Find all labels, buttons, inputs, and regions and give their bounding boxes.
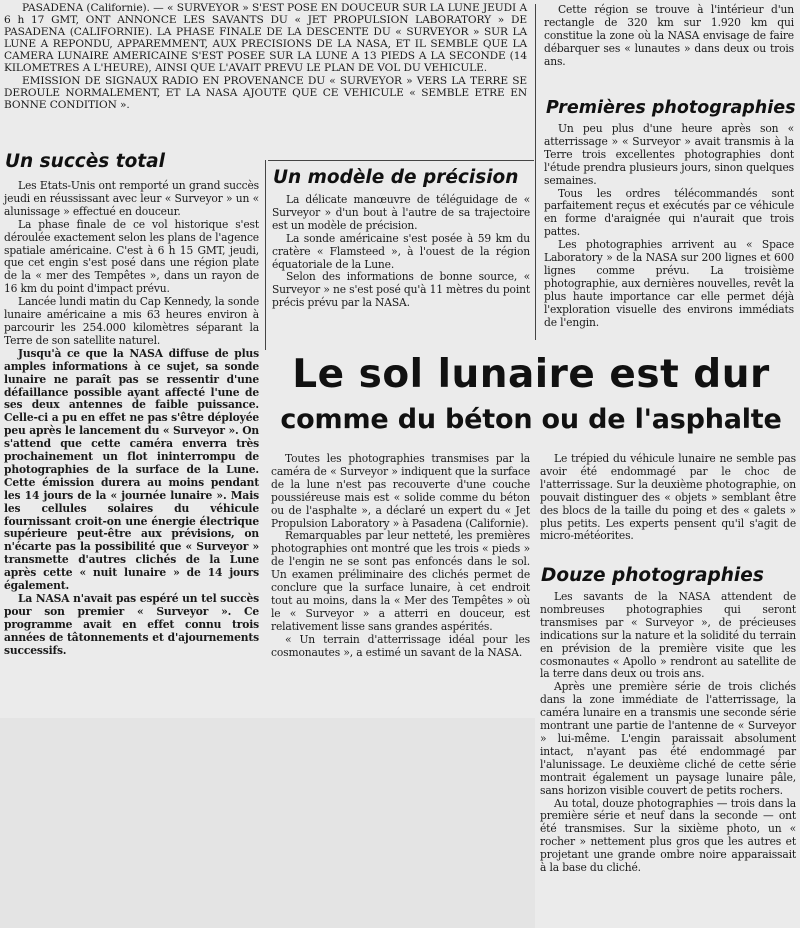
premieres-paragraph-2: Tous les ordres télécommandés sont parfaitement reçus et exécutés par ce véhicule en forme d'araignée qui n'aurait que trois pattes. (544, 186, 794, 239)
modele-section (272, 194, 530, 344)
premieres-subheading: Premières photographies (546, 98, 796, 118)
box-rule-top (268, 160, 534, 161)
premieres-paragraph-3: Les photographies arrivent au « Space Laboratory » de la NASA sur 200 lignes et 600 lignes comme prévu. La troisième photographie, aux dernières nouvelles, revêt la plus haute importance car elle permet déjà l'exploration visuelle des environs immédiats de l'engin. (544, 238, 794, 329)
headline-line-1: Le sol lunaire est dur (292, 352, 770, 397)
story-paragraph-2: Remarquables par leur netteté, les premières photographies ont montré que les trois « pieds » de l'engin ne se sont pas enfoncés dans le sol. Un examen préliminaire des clichés permet de conclure que la surface lunaire, à cet endroit tout au moins, dans la « Mer des Tempêtes » où le « Surveyor » a atterri en douceur, est relativement lisse sans grandes aspérités. (271, 529, 530, 633)
succes-paragraph-4: Jusqu'à ce que la NASA diffuse de plus amples informations à ce sujet, sa sonde lunaire ne paraît pas se ressentir d'une défaillance possible ayant affecté l'une de ses deux antennes de faible puissance. Celle-ci a pu en effet ne pas s'être déployée peu après le lancement du « Surveyor ». On s'attend que cette caméra enverra très prochainement un flot ininterrompu de photographies de la surface de la Lune. Cette émission durera au moins pendant les 14 jours de la « journée lunaire ». Mais les cellules solaires du véhicule fournissant croit-on une énergie électrique supérieure peut-être aux prévisions, on n'écarte pas la possibilité que « Surveyor » transmette d'autres clichés de la Lune après cette « nuit lunaire » de 14 jours également. (4, 346, 259, 593)
bulletin (4, 2, 527, 148)
modele-paragraph-3: Selon des informations de bonne source, « Surveyor » ne s'est posé qu'à 11 mètres du point précis prévu par la NASA. (272, 270, 530, 310)
douze-subheading: Douze photographies (541, 565, 764, 586)
douze-paragraph-1: Les savants de la NASA attendent de nombreuses photographies qui seront transmises par « Surveyor », de précieuses indications sur la nature et la solidité du terrain en prévision de la première visite que les cosmonautes « Apollo » rendront au satellite de la terre dans deux ou trois ans. (540, 590, 796, 681)
right-top-paragraph: Cette région se trouve à l'intérieur d'un rectangle de 320 km sur 1.920 km qui constitue la zone où la NASA envisage de faire débarquer ses « lunautes » dans deux ou trois ans. (544, 3, 794, 68)
douze-paragraph-3: Au total, douze photographies — trois dans la première série et neuf dans la seconde — ont été transmises. Sur la sixième photo, un « rocher » nettement plus gros que les autres et projetant une grande ombre noire apparaissait à la base du cliché. (540, 796, 796, 875)
story-right-section (540, 453, 796, 557)
story-section (271, 453, 530, 715)
succes-paragraph-2: La phase finale de ce vol historique s'est déroulée exactement selon les plans de l'agence spatiale américaine. C'est à 6 h 15 GMT, jeudi, que cet engin s'est posé dans une région plate de la « mer des Tempêtes », dans un rayon de 16 km du point d'impact prévu. (4, 217, 259, 296)
succes-paragraph-5: La NASA n'avait pas espéré un tel succès pour son premier « Surveyor ». Ce programme avait en effet connu trois années de tâtonnements et d'ajournements successifs. (4, 592, 259, 657)
douze-paragraph-2: Après une première série de trois clichés dans la zone immédiate de l'atterrissage, la caméra lunaire en a transmis une seconde série montrant une partie de l'antenne de « Surveyor » lui-même. L'engin paraissait absolument intact, n'ayant pas été endommagé par l'alunissage. Le deuxième cliché de cette série montrait également un paysage lunaire pâle, sans horizon visible couvert de petits rochers. (540, 680, 796, 797)
succes-paragraph-3: Lancée lundi matin du Cap Kennedy, la sonde lunaire américaine a mis 63 heures environ à parcourir les 254.000 kilomètres séparant la Terre de son satellite naturel. (4, 295, 259, 347)
premieres-paragraph-1: Un peu plus d'une heure après son « atterrissage » « Surveyor » avait transmis à la Terre trois excellentes photographies dont l'étude prendra plusieurs jours, sinon quelques semaines. (544, 122, 794, 187)
story-right-paragraph-1: Le trépied du véhicule lunaire ne semble pas avoir été endommagé par le choc de l'atterrissage. Sur la deuxième photographie, on pouvait distinguer des « objets » semblant être des blocs de la taille du poing et des « galets » plus petits. Les experts pensent qu'il s'agit de micro-météorites. (540, 452, 796, 543)
modele-paragraph-1: La délicate manœuvre de téléguidage de « Surveyor » d'un bout à l'autre de sa trajectoire est un modèle de précision. (272, 193, 530, 232)
story-paragraph-3: « Un terrain d'atterrissage idéal pour les cosmonautes », a estimé un savant de la NASA. (271, 632, 530, 659)
bulletin-paragraph-2: EMISSION DE SIGNAUX RADIO EN PROVENANCE DU « SURVEYOR » VERS LA TERRE SE DEROULE NORMALEMENT, ET LA NASA AJOUTE QUE CE VEHICULE « SEMBLE ETRE EN BONNE CONDITION ». (4, 74, 527, 111)
modele-paragraph-2: La sonde américaine s'est posée à 59 km du cratère « Flamsteed », à l'ouest de la région équatoriale de la Lune. (272, 231, 530, 271)
headline-line-2: comme du béton ou de l'asphalte (280, 404, 782, 435)
modele-subheading: Un modèle de précision (273, 167, 519, 188)
premieres-section (544, 123, 794, 345)
succes-paragraph-1: Les Etats-Unis ont remporté un grand succès jeudi en réussissant avec leur « Surveyor » un « alunissage » effectué en douceur. (4, 179, 259, 218)
column-rule-right (535, 4, 536, 340)
succes-section (4, 180, 259, 716)
succes-subheading: Un succès total (5, 151, 165, 172)
douze-section (540, 591, 796, 926)
story-paragraph-1: Toutes les photographies transmises par la caméra de « Surveyor » indiquent que la surface de la lune n'est pas recouverte d'une couche poussiéreuse mais est « solide comme du béton ou de l'asphalte », a déclaré un expert du « Jet Propulsion Laboratory » à Pasadena (Californie). (271, 452, 530, 530)
blank-paper-area (0, 718, 535, 928)
bulletin-paragraph-1: PASADENA (Californie). — « SURVEYOR » S'EST POSE EN DOUCEUR SUR LA LUNE JEUDI A 6 h 17 GMT, ONT ANNONCE LES SAVANTS DU « JET PROPULSION LABORATORY » DE PASADENA (CALIFORNIE). LA PHASE FINALE DE LA DESCENTE DU « SURVEYOR » SUR LA LUNE A REPONDU, APPAREMMENT, AUX PRECISIONS DE LA NASA, ET IL SEMBLE QUE LA CAMERA LUNAIRE AMERICAINE S'EST POSEE SUR LA LUNE A 13 PIEDS A LA SECONDE (14 KILOMETRES A L'HEURE), AINSI QUE L'AVAIT PREVU LE PLAN DE VOL DU VEHICULE. (4, 2, 527, 75)
right-top-column (544, 4, 794, 88)
column-rule-middle (265, 160, 266, 350)
